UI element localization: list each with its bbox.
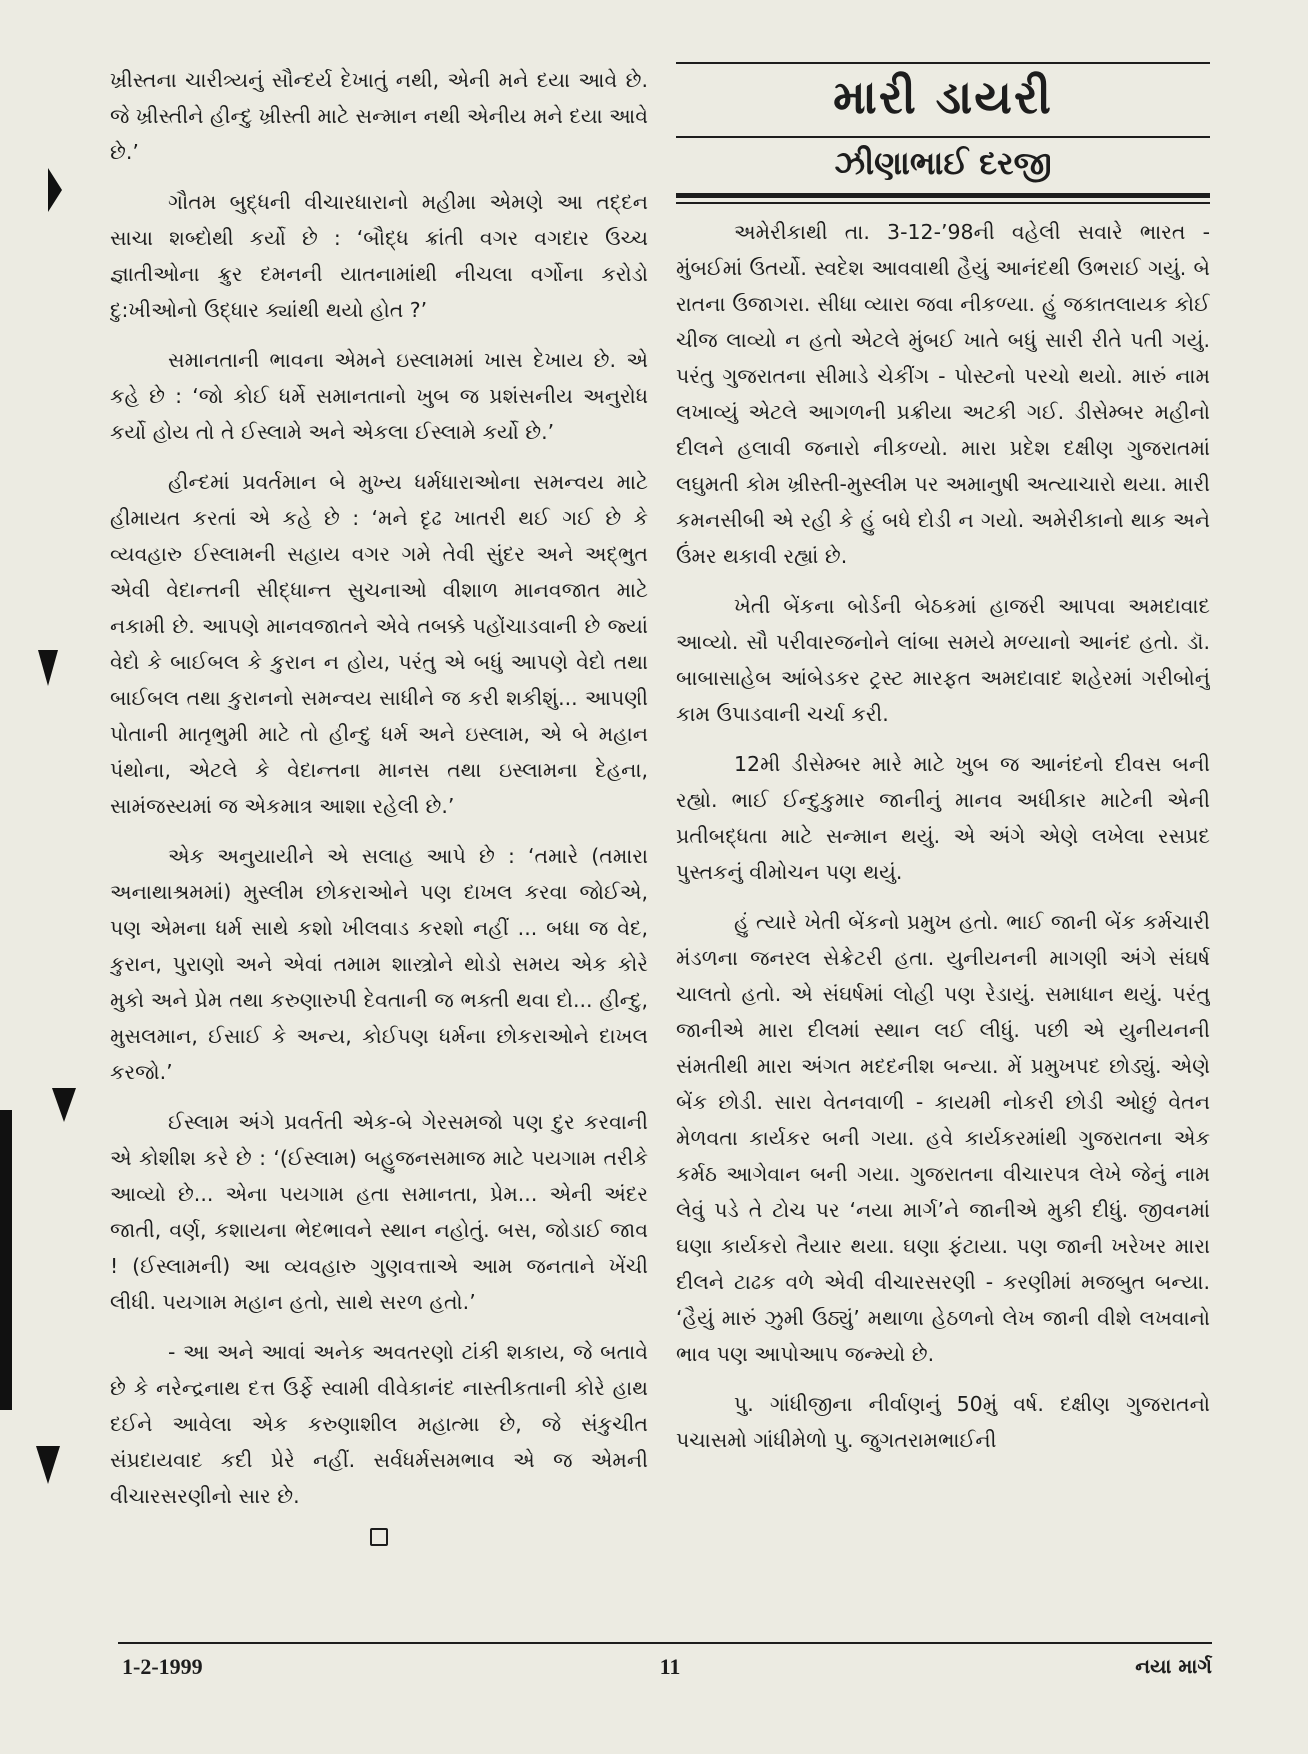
binder-arrow-icon [38, 650, 58, 686]
paragraph: સમાનતાની ભાવના એમને ઇસ્લામમાં ખાસ દેખાય છે. એ કહે છે : ‘જો કોઈ ધર્મે સમાનતાનો ખુબ જ પ્રશંસનીય અનુરોધ કર્યો હોય તો તે ઈસ્લામે અને એકલા ઈસ્લામે કર્યો છે.’ [110, 348, 648, 444]
binder-arrow-icon [52, 1088, 76, 1122]
binder-arrow-icon [36, 1446, 60, 1484]
article-title: મારી ડાયરી [833, 70, 1053, 124]
paragraph: ગૌતમ બુદ્ધની વીચારધારાનો મહીમા એમણે આ તદ્દન સાચા શબ્દોથી કર્યો છે : ‘બૌદ્ધ ક્રાંતી વગર વગદાર ઉચ્ચ જ્ઞાતીઓના ક્રુર દમનની યાતનામાંથી નીચલા વર્ગોના કરોડો દુ:ખીઓનો ઉદ્ધાર ક્યાંથી થયો હોત ?’ [110, 190, 648, 322]
paragraph: હું ત્યારે ખેતી બેંકનો પ્રમુખ હતો. ભાઈ જાની બેંક કર્મચારી મંડળના જનરલ સેક્રેટરી હતા. યુનીયનની માગણી અંગે સંઘર્ષ ચાલતો હતો. એ સંઘર્ષમાં લોહી પણ રેડાયું. સમાધાન થયું. પરંતુ જાનીએ મારા દીલમાં સ્થાન લઈ લીધું. પછી એ યુનીયનની સંમતીથી મારા અંગત મદદનીશ બન્યા. મેં પ્રમુખપદ છોડ્યું. એણે બેંક છોડી. સારા વેતનવાળી - કાયમી નોકરી છોડી ઓછું વેતન મેળવતા કાર્યકર બની ગયા. હવે કાર્યકરમાંથી ગુજરાતના એક કર્મઠ આગેવાન બની ગયા. ગુજરાતના વીચારપત્ર લેખે જેનું નામ લેવું પડે તે ટોચ પર ‘નયા માર્ગ’ને જાનીએ મુકી દીધું. જીવનમાં ઘણા કાર્યકરો તૈયાર થયા. ઘણા ફંટાયા. પણ જાની ખરેખર મારા દીલને ટાઢક વળે એવી વીચારસરણી - કરણીમાં મજબુત બન્યા. ‘હૈયું મારું ઝુમી ઉઠ્યું’ મથાળા હેઠળનો લેખ જાની વીશે લખવાનો ભાવ પણ આપોઆપ જન્મ્યો છે. [676, 910, 1210, 1366]
footer-rule [118, 1642, 1212, 1644]
footer-date: 1-2-1999 [122, 1654, 203, 1679]
binder-arrow-icon [48, 168, 62, 212]
page-number: 11 [659, 1654, 681, 1679]
paragraph: ખેતી બેંકના બોર્ડની બેઠકમાં હાજરી આપવા અમદાવાદ આવ્યો. સૌ પરીવારજનોને લાંબા સમયે મળ્યાનો આનંદ હતો. ડૉ. બાબાસાહેબ આંબેડકર ટ્રસ્ટ મારફત અમદાવાદ શહેરમાં ગરીબોનું કામ ઉપાડવાની ચર્ચા કરી. [676, 594, 1210, 726]
end-of-article-icon [370, 1528, 388, 1546]
article-author: ઝીણાભાઈ દરજી [834, 144, 1052, 182]
paragraph: એક અનુયાયીને એ સલાહ આપે છે : ‘તમારે (તમારા અનાથાશ્રમમાં) મુસ્લીમ છોકરાઓને પણ દાખલ કરવા જોઈએ, પણ એમના ધર્મ સાથે કશો ખીલવાડ કરશો નહીં ... બધા જ વેદ, કુરાન, પુરાણો અને એવાં તમામ શાસ્ત્રોને થોડો સમય એક કોરે મુકો અને પ્રેમ તથા કરુણારુપી દેવતાની જ ભક્તી થવા દો... હીન્દુ, મુસલમાન, ઈસાઈ કે અન્ય, કોઈપણ ધર્મના છોકરાઓને દાખલ કરજો.’ [110, 844, 648, 1084]
paragraph: ખ્રીસ્તના ચારીત્ર્યનું સૌન્દર્ય દેખાતું નથી, એની મને દયા આવે છે. જે ખ્રીસ્તીને હીન્દુ ખ્રીસ્તી માટે સન્માન નથી એનીય મને દયા આવે છે.’ [110, 68, 648, 164]
paragraph: ઈસ્લામ અંગે પ્રવર્તતી એક-બે ગેરસમજો પણ દુર કરવાની એ કોશીશ કરે છે : ‘(ઈસ્લામ) બહુજનસમાજ માટે પયગામ તરીકે આવ્યો છે... એના પયગામ હતા સમાનતા, પ્રેમ... એની અંદર જાતી, વર્ણ, કશાયના ભેદભાવને સ્થાન નહોતું. બસ, જોડાઈ જાવ ! (ઈસ્લામની) આ વ્યવહારુ ગુણવત્તાએ આમ જનતાને ખેંચી લીધી. પયગામ મહાન હતો, સાથે સરળ હતો.’ [110, 1110, 648, 1314]
binder-mark [0, 1110, 12, 1410]
paragraph: અમેરીકાથી તા. 3-12-’98ની વહેલી સવારે ભારત - મુંબઈમાં ઉતર્યો. સ્વદેશ આવવાથી હૈયું આનંદથી ઉભરાઈ ગયું. બે રાતના ઉજાગરા. સીધા વ્યારા જવા નીકળ્યા. હું જકાતલાયક કોઈ ચીજ લાવ્યો ન હતો એટલે મુંબઈ ખાતે બધું સારી રીતે પતી ગયું. પરંતુ ગુજરાતના સીમાડે ચેકીંગ - પોસ્ટનો પરચો થયો. મારું નામ લખાવ્યું એટલે આગળની પ્રક્રીયા અટકી ગઈ. ડીસેમ્બર મહીનો દીલને હલાવી જનારો નીકળ્યો. મારા પ્રદેશ દક્ષીણ ગુજરાતમાં લઘુમતી કોમ ખ્રીસ્તી-મુસ્લીમ પર અમાનુષી અત્યાચારો થયા. મારી કમનસીબી એ રહી કે હું બધે દોડી ન ગયો. અમેરીકાનો થાક અને ઉંમર થકાવી રહ્યાં છે. [676, 220, 1210, 568]
magazine-name: નયા માર્ગ [1135, 1654, 1212, 1678]
title-rule [676, 136, 1210, 138]
left-column [110, 62, 648, 1622]
right-column [676, 62, 1210, 1622]
paragraph: પુ. ગાંધીજીના નીર્વાણનું 50મું વર્ષ. દક્ષીણ ગુજરાતનો પચાસમો ગાંધીમેળો પુ. જુગતરામભાઈની [676, 1392, 1210, 1452]
header-rule [676, 62, 1210, 64]
paragraph: - આ અને આવાં અનેક અવતરણો ટાંકી શકાય, જે બતાવે છે કે નરેન્દ્રનાથ દત્ત ઉર્ફે સ્વામી વીવેકાનંદ નાસ્તીકતાની કોરે હાથ દઈને આવેલા એક કરુણાશીલ મહાત્મા છે, જે સંકુચીત સંપ્રદાયવાદ કદી પ્રેરે નહીં. સર્વધર્મસમભાવ એ જ એમની વીચારસરણીનો સાર છે. [110, 1340, 648, 1508]
paragraph: 12મી ડીસેમ્બર મારે માટે ખુબ જ આનંદનો દીવસ બની રહ્યો. ભાઈ ઈન્દુકુમાર જાનીનું માનવ અધીકાર માટેની એની પ્રતીબદ્ધતા માટે સન્માન થયું. એ અંગે એણે લખેલા રસપ્રદ પુસ્તકનું વીમોચન પણ થયું. [676, 752, 1210, 884]
paragraph: હીન્દમાં પ્રવર્તમાન બે મુખ્ય ધર્મધારાઓના સમન્વય માટે હીમાયત કરતાં એ કહે છે : ‘મને દૃઢ ખાતરી થઈ ગઈ છે કે વ્યવહારુ ઈસ્લામની સહાય વગર ગમે તેવી સુંદર અને અદ્ભુત એવી વેદાન્તની સીદ્ધાન્ત સુચનાઓ વીશાળ માનવજાત માટે નકામી છે. આપણે માનવજાતને એવે તબક્કે પહોંચાડવાની છે જ્યાં વેદો કે બાઈબલ કે કુરાન ન હોય, પરંતુ એ બધું આપણે વેદો તથા બાઈબલ તથા કુરાનનો સમન્વય સાધીને જ કરી શકીશું... આપણી પોતાની માતૃભુમી માટે તો હીન્દુ ધર્મ અને ઇસ્લામ, એ બે મહાન પંથોના, એટલે કે વેદાન્તના માનસ તથા ઇસ્લામના દેહના, સામંજસ્યમાં જ એકમાત્ર આશા રહેલી છે.’ [110, 470, 648, 818]
